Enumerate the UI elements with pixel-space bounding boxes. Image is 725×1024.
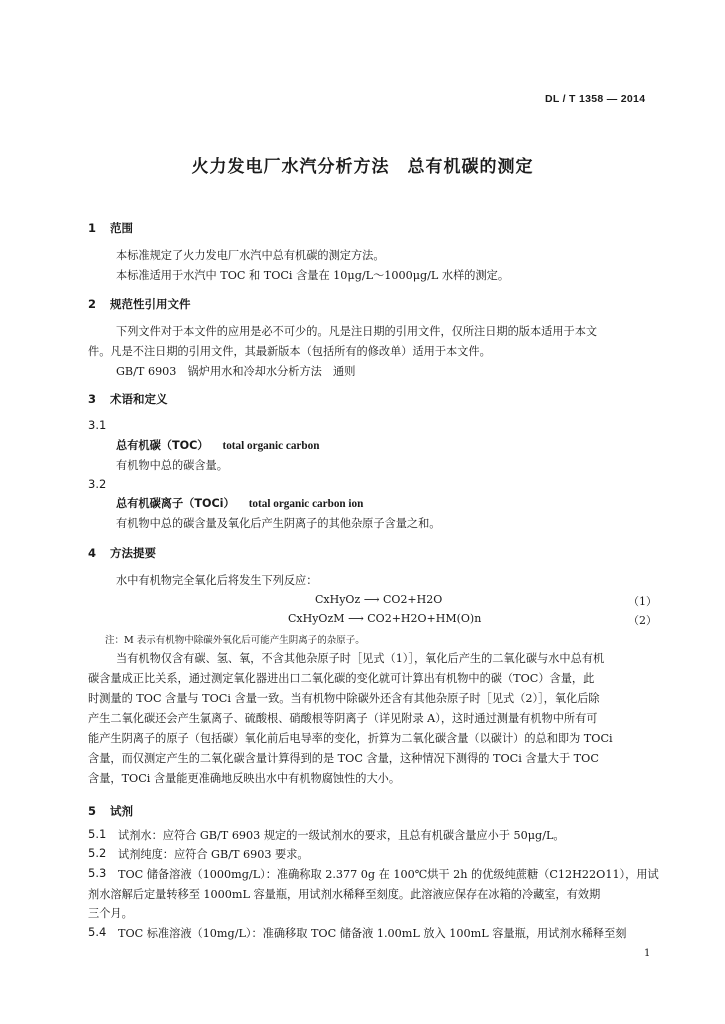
- page-number: 1: [644, 948, 651, 959]
- paragraph: 本标准适用于水汽中 TOC 和 TOCi 含量在 10μg/L～1000μg/L 水样的测定。: [116, 269, 510, 282]
- section-title: 方法提要: [110, 546, 156, 560]
- term-english: total organic carbon: [222, 440, 320, 452]
- clause-text: 试剂纯度：应符合 GB/T 6903 要求。: [118, 848, 309, 861]
- document-title: 火力发电厂水汽分析方法 总有机碳的测定: [191, 157, 534, 177]
- section-heading-2: [88, 296, 191, 312]
- paragraph-line: 能产生阴离子的原子（包括碳）氧化前后电导率的变化，折算为二氧化碳含量（以碳计）的总和即为 TOCi: [88, 732, 613, 745]
- clause-text: 三个月。: [88, 907, 133, 920]
- section-number: 2: [88, 297, 97, 311]
- paragraph-line: 产生二氧化碳还会产生氯离子、硫酸根、硝酸根等阴离子（详见附录 A），这时通过测量有机物中所有可: [88, 712, 598, 725]
- term-definition: 有机物中总的碳含量。: [116, 459, 228, 472]
- term-english: total organic carbon ion: [248, 498, 364, 510]
- clause-text: 试剂水：应符合 GB/T 6903 规定的一级试剂水的要求，且总有机碳含量应小于 50μg/L。: [118, 829, 565, 842]
- section-title: 范围: [110, 221, 133, 235]
- section-title: 试剂: [110, 804, 133, 818]
- clause-text: 剂水溶解后定量转移至 1000mL 容量瓶，用试剂水稀释至刻度。此溶液应保存在冰箱的冷藏室，有效期: [88, 888, 601, 901]
- clause-text: TOC 标准溶液（10mg/L）：准确移取 TOC 储备液 1.00mL 放入 100mL 容量瓶，用试剂水稀释至刻: [118, 927, 627, 940]
- term-entry: [116, 437, 319, 453]
- clause-number: 5.4: [88, 925, 107, 939]
- section-heading-4: [88, 545, 156, 561]
- paragraph-line: 当有机物仅含有碳、氢、氧，不含其他杂原子时［见式（1）］，氧化后产生的二氧化碳与水中总有机: [116, 652, 605, 665]
- note: 注：M 表示有机物中除碳外氧化后可能产生阴离子的杂原子。: [105, 635, 365, 646]
- normative-reference: GB/T 6903 锅炉用水和冷却水分析方法 通则: [116, 365, 356, 378]
- term-chinese: 总有机碳离子（TOCi）: [116, 497, 235, 510]
- section-number: 1: [88, 221, 97, 235]
- document-code: DL / T 1358 — 2014: [545, 93, 646, 105]
- clause-number: 3.1: [88, 418, 107, 432]
- clause-number: 5.3: [88, 866, 107, 880]
- term-definition: 有机物中总的碳含量及氧化后产生阴离子的其他杂原子含量之和。: [116, 517, 441, 530]
- paragraph-line: 碳含量成正比关系，通过测定氧化器进出口二氧化碳的变化就可计算出有机物中的碳（TOC）含量，此: [88, 672, 595, 685]
- clause-number: 5.1: [88, 827, 107, 841]
- term-entry: [116, 495, 363, 511]
- equation-number: （2）: [628, 614, 657, 627]
- section-number: 5: [88, 804, 97, 818]
- clause-number: 3.2: [88, 477, 107, 491]
- term-chinese: 总有机碳（TOC）: [116, 439, 209, 452]
- section-title: 术语和定义: [110, 392, 168, 406]
- section-title: 规范性引用文件: [110, 297, 191, 311]
- equation-1: CxHyOz ⟶ CO2+H2O: [315, 593, 443, 606]
- paragraph: 件。凡是不注日期的引用文件，其最新版本（包括所有的修改单）适用于本文件。: [88, 345, 491, 358]
- equation-number: （1）: [628, 595, 657, 608]
- paragraph-line: 时测量的 TOC 含量与 TOCi 含量一致。当有机物中除碳外还含有其他杂原子时［见式（2）］，氧化后除: [88, 692, 600, 705]
- section-heading-1: [88, 220, 133, 236]
- paragraph: 水中有机物完全氧化后将发生下列反应：: [116, 574, 318, 587]
- paragraph-line: 含量，TOCi 含量能更准确地反映出水中有机物腐蚀性的大小。: [88, 772, 401, 785]
- clause-text: TOC 储备溶液（1000mg/L）：准确称取 2.377 0g 在 100℃烘干 2h 的优级纯蔗糖（C12H22O11），用试: [118, 868, 659, 881]
- section-number: 3: [88, 392, 97, 406]
- section-heading-5: [88, 803, 133, 819]
- clause-number: 5.2: [88, 846, 107, 860]
- section-number: 4: [88, 546, 97, 560]
- equation-2: CxHyOzM ⟶ CO2+H2O+HM(O)n: [288, 612, 482, 625]
- paragraph-line: 含量，而仅测定产生的二氧化碳含量计算得到的是 TOC 含量，这种情况下测得的 TOCi 含量大于 TOC: [88, 752, 599, 765]
- paragraph: 本标准规定了火力发电厂水汽中总有机碳的测定方法。: [116, 249, 385, 262]
- paragraph: 下列文件对于本文件的应用是必不可少的。凡是注日期的引用文件，仅所注日期的版本适用于本文: [116, 325, 598, 338]
- section-heading-3: [88, 391, 168, 407]
